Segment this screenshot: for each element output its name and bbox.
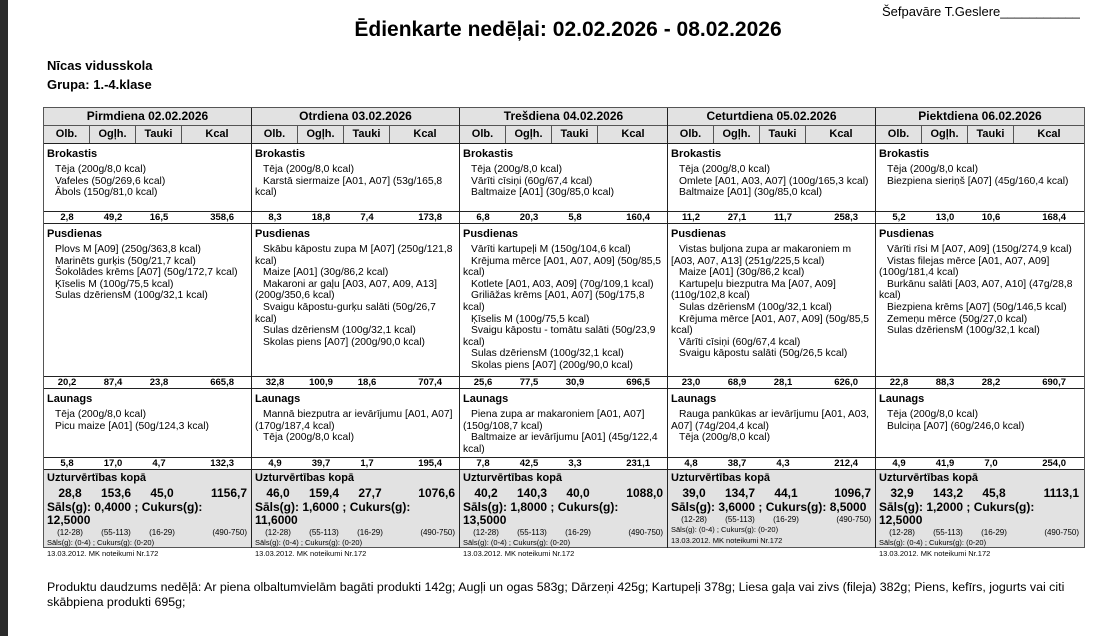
meal-totals: [876, 376, 1084, 388]
total-olb: 22,8: [889, 377, 909, 388]
meal-totals: [460, 211, 667, 223]
menu-item: Tēja (200g/8,0 kcal): [679, 164, 771, 175]
summary-title: Uzturvērtības kopā: [463, 472, 563, 484]
column-header-olb: Olb.: [44, 126, 90, 143]
total-kcal: 173,8: [418, 212, 442, 223]
meal-items: [463, 244, 663, 372]
column-header-kcal: Kcal: [621, 128, 645, 140]
total-olb: 32,8: [265, 377, 285, 388]
menu-item: Sulas dzēriensM (100g/32,1 kcal): [55, 290, 208, 302]
total-oglh: 88,3: [935, 377, 955, 388]
salt-sugar-limits: Sāls(g): (0-4) ; Cukurs(g): (0-20): [463, 538, 571, 547]
meal-items: [879, 409, 1080, 432]
salt-sugar: Sāls(g): 1,8000 ; Cukurs(g): 13,5000: [463, 500, 619, 527]
menu-item: Omlete [A01, A03, A07] (100g/165,3 kcal): [679, 175, 869, 187]
summary-kcal: 1156,7: [210, 486, 247, 500]
menu-item: Maize [A01] (30g/86,2 kcal): [679, 267, 805, 279]
menu-item: Krējuma mērce [A01, A07, A09] (50g/85,5 kcal): [463, 255, 662, 279]
summary-tauki: 40,0: [566, 486, 590, 500]
total-kcal: 696,5: [626, 377, 650, 388]
menu-item: Vārīti kartupeļi M (150g/104,6 kcal): [471, 244, 631, 255]
daily-summary: [252, 470, 459, 558]
column-header-tauki: Tauki: [968, 126, 1014, 143]
column-header-tauki: Tauki: [136, 126, 182, 143]
menu-item: Karstā siermaize [A01, A07] (53g/165,8 kcal): [255, 175, 443, 199]
daily-summary: [876, 470, 1084, 558]
range-kcal: (490-750): [420, 528, 455, 537]
total-tauki: 30,9: [565, 377, 585, 388]
summary-kcal: 1113,1: [1043, 486, 1079, 500]
total-oglh: 20,3: [519, 212, 539, 223]
menu-item: Vafeles (50g/269,6 kcal): [55, 175, 166, 187]
summary-kcal: 1076,6: [418, 486, 455, 500]
day-column: [460, 108, 668, 558]
total-oglh: 49,2: [103, 212, 123, 223]
daily-summary: [44, 470, 251, 558]
menu-item: Baltmaize [A01] (30g/85,0 kcal): [679, 187, 823, 199]
salt-sugar-limits: Sāls(g): (0-4) ; Cukurs(g): (0-20): [255, 538, 363, 547]
meal-totals: [252, 376, 459, 388]
total-kcal: 231,1: [626, 458, 650, 469]
total-kcal: 132,3: [210, 458, 234, 469]
range-kcal: (490-750): [212, 528, 247, 537]
day-header: Ceturtdiena 05.02.2026: [668, 108, 875, 126]
range-tauki: (16-29): [149, 528, 175, 537]
summary-oglh: 140,3: [516, 486, 548, 500]
total-tauki: 18,6: [357, 377, 377, 388]
menu-item: Ķīselis M (100g/75,5 kcal): [55, 278, 174, 290]
range-kcal: (490-750): [1044, 528, 1079, 537]
meal-totals: [44, 376, 251, 388]
menu-item: Zemeņu mērce (50g/27,0 kcal): [887, 313, 1028, 325]
column-header-olb: Olb.: [668, 126, 714, 143]
meal-title: Launags: [463, 393, 509, 405]
menu-item: Tēja (200g/8,0 kcal): [263, 432, 355, 444]
menu-item: Skābu kāpostu zupa M [A07] (250g/121,8 kcal): [255, 244, 453, 267]
meal-title: Brokastis: [463, 148, 514, 160]
salt-sugar: Sāls(g): 1,2000 ; Cukurs(g): 12,5000: [879, 500, 1035, 527]
total-tauki: 5,8: [568, 212, 582, 223]
column-header-kcal: Kcal: [205, 128, 229, 140]
total-olb: 8,3: [268, 212, 282, 223]
total-kcal: 212,4: [834, 458, 858, 469]
column-header-olb: Olb.: [252, 126, 298, 143]
total-tauki: 3,3: [568, 458, 582, 469]
summary-values: [47, 486, 248, 501]
salt-sugar-limits: Sāls(g): (0-4) ; Cukurs(g): (0-20): [879, 538, 987, 547]
weekly-product-quantities: Produktu daudzums nedēļā: Ar piena olbaltumvielām bagāti produkti 142g; Augļi un ogas 583g; Dārzeņi 425g; Kartupeļi 378g; Liesa gaļa vai zivs (fileja) 382g; Piens, kefīrs, jogurts vai citi skābpiena produkti 695g;: [47, 580, 1065, 609]
total-tauki: 10,6: [981, 212, 1001, 223]
menu-item: Vārīti cīsiņi (60g/67,4 kcal): [471, 175, 593, 187]
total-olb: 23,0: [681, 377, 701, 388]
meal-breakfast: [44, 144, 251, 224]
meal-totals: [252, 211, 459, 223]
range-oglh: (55-113): [101, 528, 131, 537]
range-kcal: (490-750): [628, 528, 663, 537]
meal-breakfast: [460, 144, 667, 224]
daily-summary: [460, 470, 667, 558]
meal-breakfast: [876, 144, 1084, 224]
range-olb: (12-28): [265, 528, 291, 537]
summary-olb: 46,0: [266, 486, 290, 500]
summary-title: Uzturvērtības kopā: [47, 472, 147, 484]
summary-olb: 39,0: [682, 486, 706, 500]
salt-sugar: Sāls(g): 1,6000 ; Cukurs(g): 11,6000: [255, 500, 411, 527]
summary-olb: 32,9: [890, 486, 914, 500]
menu-item: Bulciņa [A07] (60g/246,0 kcal): [887, 420, 1025, 432]
total-olb: 11,2: [682, 212, 700, 223]
range-oglh: (55-113): [309, 528, 339, 537]
salt-sugar: Sāls(g): 0,4000 ; Cukurs(g): 12,5000: [47, 500, 203, 527]
meal-snack: [876, 389, 1084, 470]
total-oglh: 39,7: [311, 458, 331, 469]
total-kcal: 358,6: [210, 212, 234, 223]
menu-item: Svaigu kāpostu - tomātu salāti (50g/23,9 kcal): [463, 325, 656, 348]
range-olb: (12-28): [889, 528, 915, 537]
nutrient-column-headers: [876, 126, 1084, 144]
summary-values: [463, 486, 664, 501]
meal-title: Pusdienas: [47, 228, 103, 240]
menu-item: Svaigu kāpostu-gurķu salāti (50g/26,7 kcal): [255, 301, 436, 325]
meal-items: [671, 164, 871, 199]
range-oglh: (55-113): [933, 528, 963, 537]
menu-item: Rauga pankūkas ar ievārījumu [A01, A03, A07] (74g/204,4 kcal): [671, 409, 870, 432]
regulation-reference: 13.03.2012. MK noteikumi Nr.172: [255, 549, 367, 558]
meal-items: [255, 244, 455, 348]
summary-tauki: 45,0: [150, 486, 174, 500]
column-header-olb: Olb.: [876, 126, 922, 143]
total-kcal: 707,4: [418, 377, 442, 388]
day-header: Otrdiena 03.02.2026: [252, 108, 459, 126]
range-tauki: (16-29): [981, 528, 1007, 537]
summary-olb: 28,8: [58, 486, 82, 500]
total-tauki: 7,4: [360, 212, 374, 223]
total-oglh: 42,5: [519, 458, 539, 469]
meal-items: [255, 164, 455, 199]
range-kcal: (490-750): [836, 515, 871, 524]
meal-title: Brokastis: [879, 148, 930, 160]
meal-snack: [252, 389, 459, 470]
total-oglh: 18,8: [311, 212, 331, 223]
column-header-oglh: Ogļh.: [90, 126, 136, 143]
meal-totals: [668, 376, 875, 388]
total-kcal: 690,7: [1042, 377, 1066, 388]
column-header-kcal: Kcal: [413, 128, 437, 140]
total-olb: 4,9: [268, 458, 282, 469]
menu-item: Maize [A01] (30g/86,2 kcal): [263, 267, 389, 279]
day-header: Pirmdiena 02.02.2026: [44, 108, 251, 126]
total-olb: 6,8: [476, 212, 490, 223]
menu-item: Griliāžas krēms [A01, A07] (50g/175,8 kcal): [463, 290, 645, 313]
summary-values: [879, 486, 1081, 501]
total-kcal: 195,4: [418, 458, 442, 469]
summary-oglh: 153,6: [100, 486, 132, 500]
meal-totals: [668, 457, 875, 469]
menu-item: Marinēts gurķis (50g/21,7 kcal): [55, 255, 196, 267]
meal-breakfast: [668, 144, 875, 224]
nutrient-column-headers: [460, 126, 667, 144]
salt-sugar-limits: Sāls(g): (0-4) ; Cukurs(g): (0-20): [671, 525, 779, 534]
meal-items: [255, 409, 455, 444]
summary-tauki: 27,7: [358, 486, 382, 500]
column-header-kcal: Kcal: [829, 128, 853, 140]
menu-item: Tēja (200g/8,0 kcal): [887, 164, 979, 175]
meal-totals: [876, 457, 1084, 469]
total-oglh: 27,1: [727, 212, 747, 223]
meal-title: Pusdienas: [463, 228, 519, 240]
meal-title: Brokastis: [47, 148, 98, 160]
meal-items: [879, 164, 1080, 187]
menu-item: Tēja (200g/8,0 kcal): [887, 409, 979, 420]
menu-item: Tēja (200g/8,0 kcal): [263, 164, 355, 175]
meal-lunch: [460, 224, 667, 389]
meal-items: [463, 164, 663, 199]
day-column: [668, 108, 876, 548]
meal-title: Launags: [879, 393, 925, 405]
menu-item: Vistas buljona zupa ar makaroniem m [A03, A07, A13] (251g/225,5 kcal): [671, 244, 852, 267]
regulation-reference: 13.03.2012. MK noteikumi Nr.172: [47, 549, 159, 558]
range-olb: (12-28): [473, 528, 499, 537]
day-column: [252, 108, 460, 558]
weekly-menu-table: [43, 107, 1085, 558]
range-oglh: (55-113): [517, 528, 547, 537]
summary-tauki: 45,8: [982, 486, 1006, 500]
total-kcal: 665,8: [210, 377, 234, 388]
meal-lunch: [44, 224, 251, 389]
meal-title: Launags: [671, 393, 717, 405]
daily-summary: [668, 470, 875, 548]
total-oglh: 68,9: [727, 377, 747, 388]
menu-item: Picu maize [A01] (50g/124,3 kcal): [55, 420, 209, 432]
menu-item: Skolas piens [A07] (200g/90,0 kcal): [471, 359, 633, 371]
column-header-oglh: Ogļh.: [298, 126, 344, 143]
summary-title: Uzturvērtības kopā: [671, 472, 771, 484]
column-header-tauki: Tauki: [552, 126, 598, 143]
salt-sugar-limits: Sāls(g): (0-4) ; Cukurs(g): (0-20): [47, 538, 155, 547]
menu-item: Svaigu kāpostu salāti (50g/26,5 kcal): [679, 348, 848, 360]
meal-totals: [252, 457, 459, 469]
summary-kcal: 1096,7: [834, 486, 871, 500]
meal-items: [47, 164, 247, 199]
total-oglh: 38,7: [727, 458, 747, 469]
meal-snack: [668, 389, 875, 470]
range-tauki: (16-29): [357, 528, 383, 537]
menu-item: Makaroni ar gaļu [A03, A07, A09, A13] (200g/350,6 kcal): [255, 278, 438, 302]
meal-lunch: [668, 224, 875, 389]
recommended-ranges: [47, 527, 248, 538]
total-tauki: 1,7: [360, 458, 374, 469]
meal-items: [671, 409, 871, 444]
meal-title: Brokastis: [255, 148, 306, 160]
menu-item: Tēja (200g/8,0 kcal): [55, 409, 147, 420]
day-column: [876, 108, 1085, 558]
day-header: Trešdiena 04.02.2026: [460, 108, 667, 126]
meal-items: [47, 409, 247, 432]
summary-olb: 40,2: [474, 486, 498, 500]
total-olb: 7,8: [476, 458, 490, 469]
page-title: Ēdienkarte nedēļai: 02.02.2026 - 08.02.2026: [354, 18, 782, 41]
nutrient-column-headers: [44, 126, 251, 144]
meal-totals: [460, 376, 667, 388]
menu-item: Šokolādes krēms [A07] (50g/172,7 kcal): [55, 267, 238, 279]
regulation-reference: 13.03.2012. MK noteikumi Nr.172: [879, 549, 991, 558]
summary-oglh: 159,4: [308, 486, 340, 500]
menu-item: Ķīselis M (100g/75,5 kcal): [471, 313, 590, 325]
range-tauki: (16-29): [773, 515, 799, 524]
menu-item: Sulas dzēriensM (100g/32,1 kcal): [263, 325, 416, 337]
recommended-ranges: [463, 527, 664, 538]
total-olb: 5,2: [892, 212, 906, 223]
meal-totals: [876, 211, 1084, 223]
day-header: Piektdiena 06.02.2026: [876, 108, 1084, 126]
summary-values: [255, 486, 456, 501]
total-tauki: 28,1: [773, 377, 793, 388]
column-header-oglh: Ogļh.: [922, 126, 968, 143]
total-oglh: 17,0: [103, 458, 123, 469]
total-kcal: 626,0: [834, 377, 858, 388]
meal-title: Brokastis: [671, 148, 722, 160]
summary-oglh: 143,2: [932, 486, 964, 500]
menu-item: Vārīti rīsi M [A07, A09] (150g/274,9 kcal): [887, 244, 1072, 255]
menu-item: Tēja (200g/8,0 kcal): [471, 164, 563, 175]
total-olb: 5,8: [60, 458, 74, 469]
left-edge-strip: [0, 0, 8, 636]
meal-items: [671, 244, 871, 360]
menu-item: Baltmaize ar ievārījumu [A01] (45g/122,4 kcal): [463, 432, 658, 455]
meal-totals: [668, 211, 875, 223]
column-header-olb: Olb.: [460, 126, 506, 143]
total-olb: 4,9: [892, 458, 906, 469]
menu-item: Skolas piens [A07] (200g/90,0 kcal): [263, 336, 425, 348]
menu-item: Ābols (150g/81,0 kcal): [55, 187, 158, 199]
total-tauki: 4,7: [152, 458, 166, 469]
meal-items: [879, 244, 1080, 337]
total-oglh: 41,9: [935, 458, 955, 469]
summary-title: Uzturvērtības kopā: [255, 472, 355, 484]
total-tauki: 23,8: [149, 377, 169, 388]
range-olb: (12-28): [57, 528, 83, 537]
meal-title: Pusdienas: [671, 228, 727, 240]
menu-item: Piena zupa ar makaroniem [A01, A07] (150g/108,7 kcal): [463, 409, 645, 432]
total-olb: 20,2: [57, 377, 77, 388]
menu-item: Burkānu salāti [A03, A07, A10] (47g/28,8 kcal): [879, 278, 1073, 302]
summary-oglh: 134,7: [724, 486, 756, 500]
column-header-oglh: Ogļh.: [714, 126, 760, 143]
range-oglh: (55-113): [725, 515, 755, 524]
summary-kcal: 1088,0: [626, 486, 663, 500]
column-header-kcal: Kcal: [1037, 128, 1061, 140]
menu-item: Tēja (200g/8,0 kcal): [679, 432, 771, 444]
range-tauki: (16-29): [565, 528, 591, 537]
meal-lunch: [876, 224, 1084, 389]
column-header-tauki: Tauki: [760, 126, 806, 143]
meal-breakfast: [252, 144, 459, 224]
summary-title: Uzturvērtības kopā: [879, 472, 979, 484]
day-column: [44, 108, 252, 558]
menu-item: Vārīti cīsiņi (60g/67,4 kcal): [679, 336, 801, 348]
column-header-oglh: Ogļh.: [506, 126, 552, 143]
total-kcal: 168,4: [1042, 212, 1066, 223]
total-olb: 2,8: [60, 212, 74, 223]
nutrient-column-headers: [252, 126, 459, 144]
menu-item: Biezpiena sieriņš [A07] (45g/160,4 kcal): [887, 175, 1069, 187]
total-kcal: 254,0: [1042, 458, 1066, 469]
regulation-reference: 13.03.2012. MK noteikumi Nr.172: [671, 536, 783, 545]
meal-title: Launags: [47, 393, 93, 405]
total-oglh: 87,4: [103, 377, 123, 388]
meal-totals: [44, 211, 251, 223]
range-olb: (12-28): [681, 515, 707, 524]
menu-item: Sulas dzēriensM (100g/32,1 kcal): [471, 348, 624, 360]
meal-items: [463, 409, 663, 455]
column-header-tauki: Tauki: [344, 126, 390, 143]
summary-values: [671, 486, 872, 501]
menu-item: Vistas filejas mērce [A01, A07, A09] (100g/181,4 kcal): [879, 255, 1050, 279]
meal-totals: [460, 457, 667, 469]
meal-title: Pusdienas: [255, 228, 311, 240]
total-kcal: 258,3: [834, 212, 858, 223]
meal-totals: [44, 457, 251, 469]
group-label: Grupa: 1.-4.klase: [47, 77, 152, 92]
menu-item: Kotlete [A01, A03, A09] (70g/109,1 kcal): [471, 278, 654, 290]
menu-item: Kartupeļu biezputra Ma [A07, A09] (110g/102,8 kcal): [671, 278, 836, 302]
recommended-ranges: [255, 527, 456, 538]
total-oglh: 13,0: [935, 212, 955, 223]
menu-item: Krējuma mērce [A01, A07, A09] (50g/85,5 kcal): [671, 313, 870, 337]
menu-item: Mannā biezputra ar ievārījumu [A01, A07] (170g/187,4 kcal): [255, 409, 453, 432]
nutrient-column-headers: [668, 126, 875, 144]
total-tauki: 4,3: [776, 458, 790, 469]
meal-snack: [460, 389, 667, 470]
meal-lunch: [252, 224, 459, 389]
meal-title: Launags: [255, 393, 301, 405]
chef-signature: Šefpavāre T.Geslere___________: [882, 4, 1080, 19]
total-tauki: 28,2: [981, 377, 1001, 388]
menu-item: Biezpiena krēms [A07] (50g/146,5 kcal): [887, 301, 1067, 313]
total-tauki: 16,5: [149, 212, 169, 223]
total-oglh: 77,5: [519, 377, 539, 388]
total-oglh: 100,9: [309, 377, 333, 388]
meal-snack: [44, 389, 251, 470]
total-tauki: 7,0: [984, 458, 998, 469]
total-tauki: 11,7: [774, 212, 792, 223]
menu-item: Tēja (200g/8,0 kcal): [55, 164, 147, 175]
menu-item: Sulas dzēriensM (100g/32,1 kcal): [887, 325, 1040, 337]
school-name: Nīcas vidusskola: [47, 58, 153, 73]
menu-item: Sulas dzēriensM (100g/32,1 kcal): [679, 301, 832, 313]
menu-item: Baltmaize [A01] (30g/85,0 kcal): [471, 187, 615, 199]
recommended-ranges: [879, 527, 1081, 538]
meal-title: Pusdienas: [879, 228, 935, 240]
total-kcal: 160,4: [626, 212, 650, 223]
total-olb: 4,8: [684, 458, 698, 469]
meal-items: [47, 244, 247, 302]
recommended-ranges: [671, 514, 872, 525]
regulation-reference: 13.03.2012. MK noteikumi Nr.172: [463, 549, 575, 558]
total-olb: 25,6: [473, 377, 493, 388]
menu-item: Plovs M [A09] (250g/363,8 kcal): [55, 244, 201, 255]
summary-tauki: 44,1: [774, 486, 798, 500]
salt-sugar: Sāls(g): 3,6000 ; Cukurs(g): 8,5000: [671, 500, 867, 514]
